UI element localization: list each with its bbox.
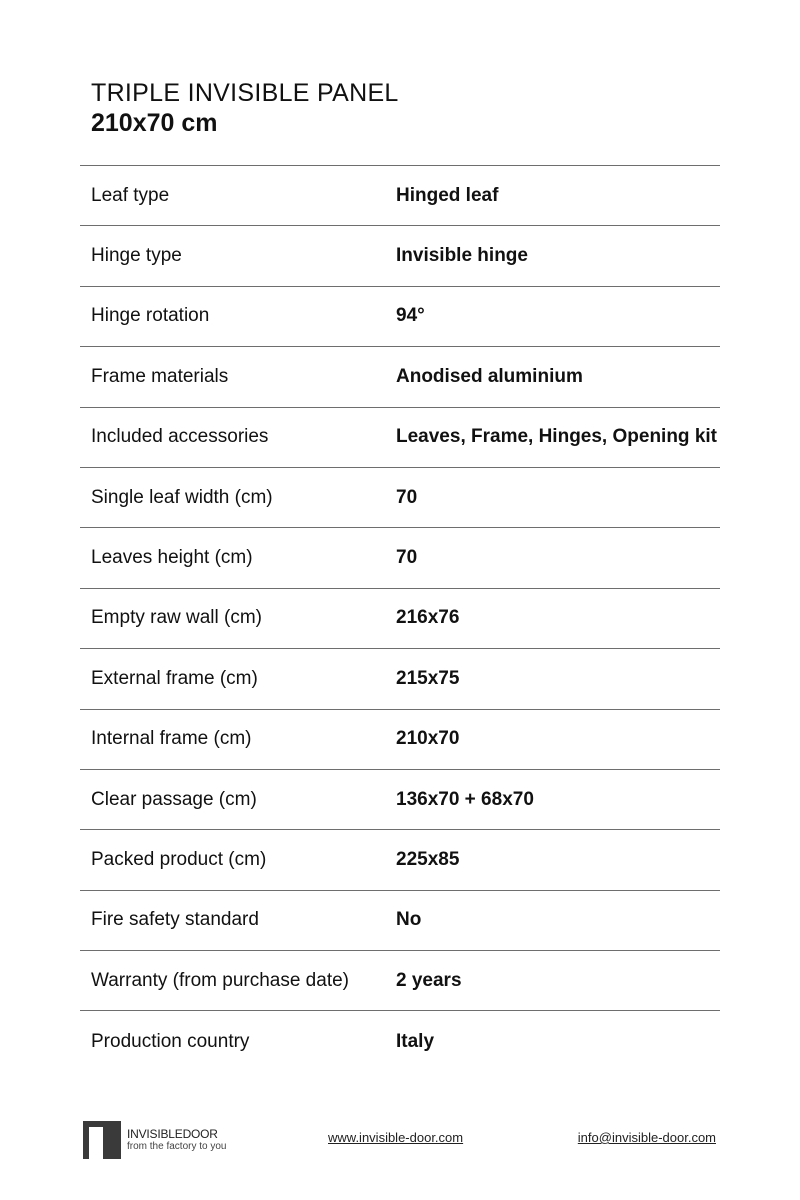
- spec-label: Clear passage (cm): [91, 788, 257, 810]
- page-subtitle-size: 210x70 cm: [91, 109, 218, 137]
- spec-value: Hinged leaf: [396, 184, 499, 206]
- door-logo-icon: [83, 1120, 121, 1160]
- email-link[interactable]: info@invisible-door.com: [577, 1130, 716, 1145]
- spec-row-production-country: [80, 1011, 720, 1071]
- spec-label: Included accessories: [91, 426, 269, 448]
- logo-tagline: from the factory to you: [127, 1141, 227, 1152]
- spec-label: Leaf type: [91, 184, 170, 206]
- spec-value: 94°: [396, 305, 425, 327]
- spec-label: Production country: [91, 1030, 250, 1052]
- spec-row-hinge-rotation: [80, 287, 720, 347]
- spec-row-warranty: [80, 951, 720, 1011]
- spec-row-leaf-type: [80, 166, 720, 226]
- spec-row-clear-passage: [80, 770, 720, 830]
- spec-row-empty-raw-wall: [80, 589, 720, 649]
- spec-row-leaves-height: [80, 528, 720, 588]
- spec-label: Frame materials: [91, 365, 229, 387]
- logo-wordmark: INVISIBLEDOOR: [127, 1127, 218, 1141]
- spec-value: 136x70 + 68x70: [396, 788, 534, 810]
- spec-row-hinge-type: [80, 226, 720, 286]
- spec-label: Empty raw wall (cm): [91, 607, 263, 629]
- spec-value: Invisible hinge: [396, 245, 528, 267]
- spec-row-fire-safety: [80, 891, 720, 951]
- spec-value: 210x70: [396, 728, 460, 750]
- spec-value: 215x75: [396, 667, 460, 689]
- spec-value: 216x76: [396, 607, 460, 629]
- spec-label: External frame (cm): [91, 667, 258, 689]
- page-title: TRIPLE INVISIBLE PANEL: [91, 79, 399, 107]
- spec-value: Anodised aluminium: [396, 365, 583, 387]
- spec-label: Fire safety standard: [91, 909, 259, 931]
- spec-value: Leaves, Frame, Hinges, Opening kit: [396, 426, 717, 448]
- logo-text: [127, 1128, 227, 1153]
- spec-row-internal-frame: [80, 710, 720, 770]
- footer: [0, 1118, 800, 1162]
- spec-value: 225x85: [396, 848, 460, 870]
- website-link[interactable]: www.invisible-door.com: [328, 1130, 464, 1145]
- spec-label: Hinge type: [91, 245, 182, 267]
- spec-row-single-leaf-width: [80, 468, 720, 528]
- spec-table: [80, 165, 720, 1072]
- spec-row-frame-materials: [80, 347, 720, 407]
- spec-label: Internal frame (cm): [91, 728, 252, 750]
- spec-label: Leaves height (cm): [91, 547, 253, 569]
- spec-label: Hinge rotation: [91, 305, 210, 327]
- spec-label: Single leaf width (cm): [91, 486, 273, 508]
- spec-label: Packed product (cm): [91, 848, 267, 870]
- spec-value: 2 years: [396, 969, 462, 991]
- spec-value: 70: [396, 547, 418, 569]
- spec-value: No: [396, 909, 422, 931]
- title-block: [91, 78, 399, 138]
- spec-row-external-frame: [80, 649, 720, 709]
- spec-value: 70: [396, 486, 418, 508]
- spec-row-included-accessories: [80, 408, 720, 468]
- brand-logo: [83, 1120, 227, 1160]
- spec-row-packed-product: [80, 830, 720, 890]
- spec-label: Warranty (from purchase date): [91, 969, 349, 991]
- spec-value: Italy: [396, 1030, 435, 1052]
